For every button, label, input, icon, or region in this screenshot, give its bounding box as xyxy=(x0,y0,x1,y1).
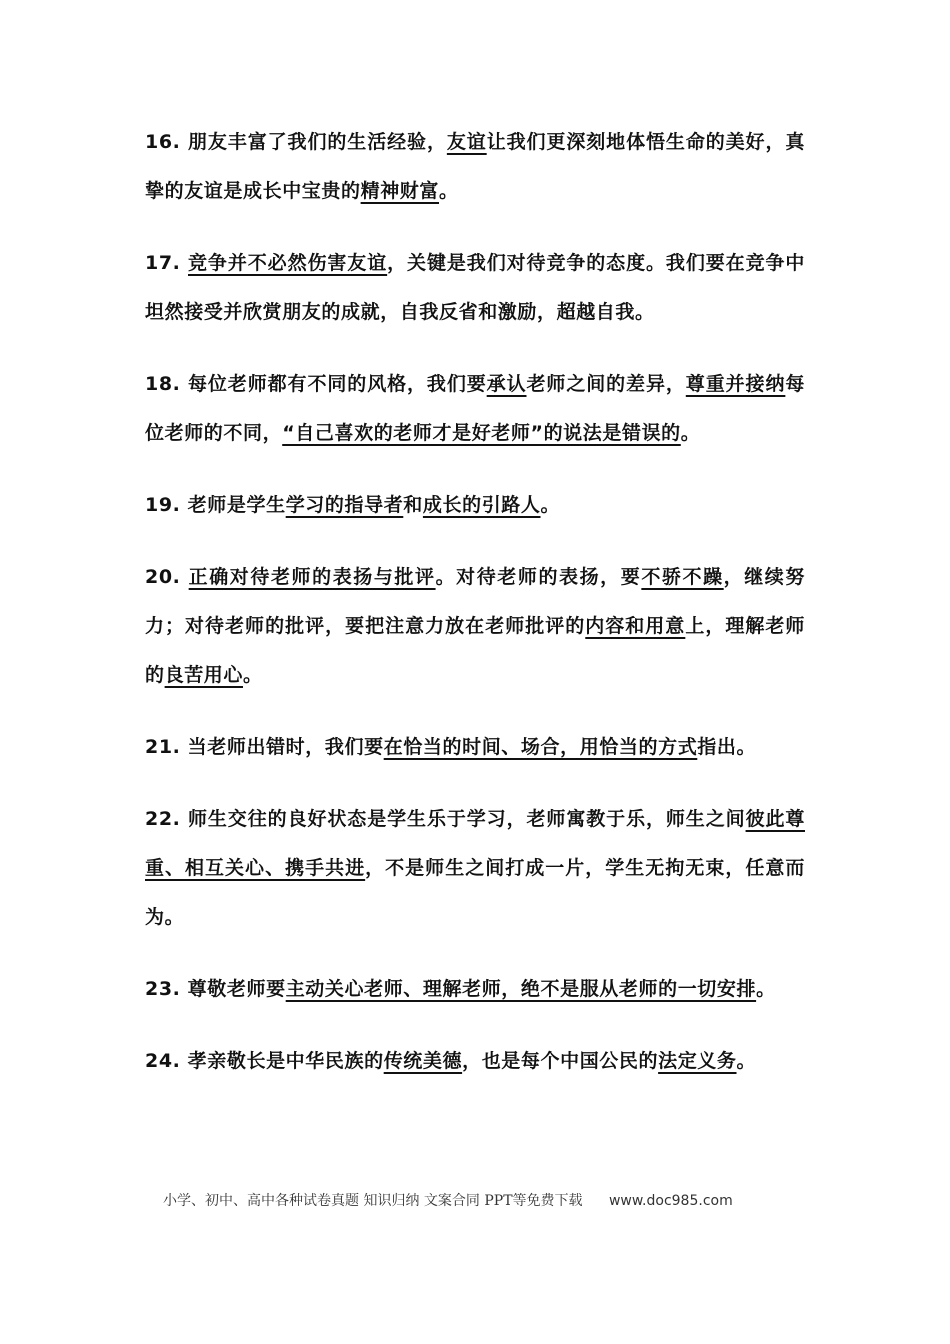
item-text: ，关键是我们对待竞争的态度。我们要在竞争中坦然接受并欣赏朋友的成就，自我反省和激励，超越自我。 xyxy=(145,252,805,323)
key-phrase: 成长的引路人 xyxy=(422,494,541,516)
item-text: 老师之间的差异， xyxy=(526,373,686,395)
footer-url[interactable]: www.doc985.com xyxy=(608,1193,733,1209)
item-text: 每位老师的不同， xyxy=(145,373,805,444)
item-text: 。 xyxy=(540,494,561,516)
key-phrase: 内容和用意 xyxy=(585,615,686,637)
key-phrase: 不骄不躁 xyxy=(641,566,724,588)
key-phrase: 尊重并接纳 xyxy=(685,373,786,395)
item-text: 。对待老师的表扬，要 xyxy=(435,566,642,588)
key-phrase: 精神财富 xyxy=(360,180,440,202)
item-text: 。 xyxy=(243,664,263,686)
item-text: 指出。 xyxy=(697,736,757,758)
item-text: 。 xyxy=(736,1050,757,1072)
key-phrase: 学习的指导者 xyxy=(285,494,404,516)
item-text: 上，理解老师的 xyxy=(145,615,805,686)
item-text: 。 xyxy=(680,422,701,444)
key-phrase: 在恰当的时间、场合，用恰当的方式 xyxy=(383,736,698,758)
list-item xyxy=(145,481,805,530)
item-text: 16. 朋友丰富了我们的生活经验， xyxy=(145,131,447,153)
item-text: 让我们更深刻地体悟生命的美好，真挚的友谊是成长中宝贵的 xyxy=(145,131,805,202)
page-footer xyxy=(163,1190,803,1210)
item-text: 20. xyxy=(145,566,189,588)
key-phrase: 竞争并不必然伤害友谊 xyxy=(188,252,388,274)
key-phrase: 传统美德 xyxy=(383,1050,463,1072)
item-text: 24. 孝亲敬长是中华民族的 xyxy=(145,1050,384,1072)
item-text: 17. xyxy=(145,252,188,274)
item-text: 18. 每位老师都有不同的风格，我们要 xyxy=(145,373,487,395)
key-phrase: 友谊 xyxy=(446,131,487,153)
key-phrase: 彼此尊重、相互关心、携手共进 xyxy=(145,808,805,879)
key-phrase: “自己喜欢的老师才是好老师”的说法是错误的 xyxy=(282,422,681,444)
item-text: ，不是师生之间打成一片，学生无拘无束，任意而为。 xyxy=(145,857,805,928)
list-item xyxy=(145,239,805,337)
list-item xyxy=(145,965,805,1014)
key-phrase: 良苦用心 xyxy=(164,664,244,686)
item-text: 和 xyxy=(403,494,423,516)
item-text: 23. 尊敬老师要 xyxy=(145,978,286,1000)
document-body xyxy=(145,118,805,1109)
item-text: 。 xyxy=(439,180,459,202)
list-item xyxy=(145,360,805,458)
key-phrase: 承认 xyxy=(486,373,527,395)
item-text: ，继续努力；对待老师的批评，要把注意力放在老师批评的 xyxy=(145,566,805,637)
list-item xyxy=(145,723,805,772)
item-text: 22. 师生交往的良好状态是学生乐于学习，老师寓教于乐，师生之间 xyxy=(145,808,746,830)
key-phrase: 法定义务 xyxy=(658,1050,737,1072)
item-text: ，也是每个中国公民的 xyxy=(462,1050,659,1072)
list-item xyxy=(145,795,805,942)
list-item xyxy=(145,1037,805,1086)
list-item xyxy=(145,118,805,216)
item-text: 19. 老师是学生 xyxy=(145,494,286,516)
list-item xyxy=(145,553,805,700)
footer-text: 小学、初中、高中各种试卷真题 知识归纳 文案合同 PPT等免费下载 xyxy=(163,1193,583,1209)
key-phrase: 正确对待老师的表扬与批评 xyxy=(188,566,436,588)
key-phrase: 主动关心老师、理解老师，绝不是服从老师的一切安排 xyxy=(285,978,757,1000)
item-text: 21. 当老师出错时，我们要 xyxy=(145,736,384,758)
item-text: 。 xyxy=(756,978,776,1000)
